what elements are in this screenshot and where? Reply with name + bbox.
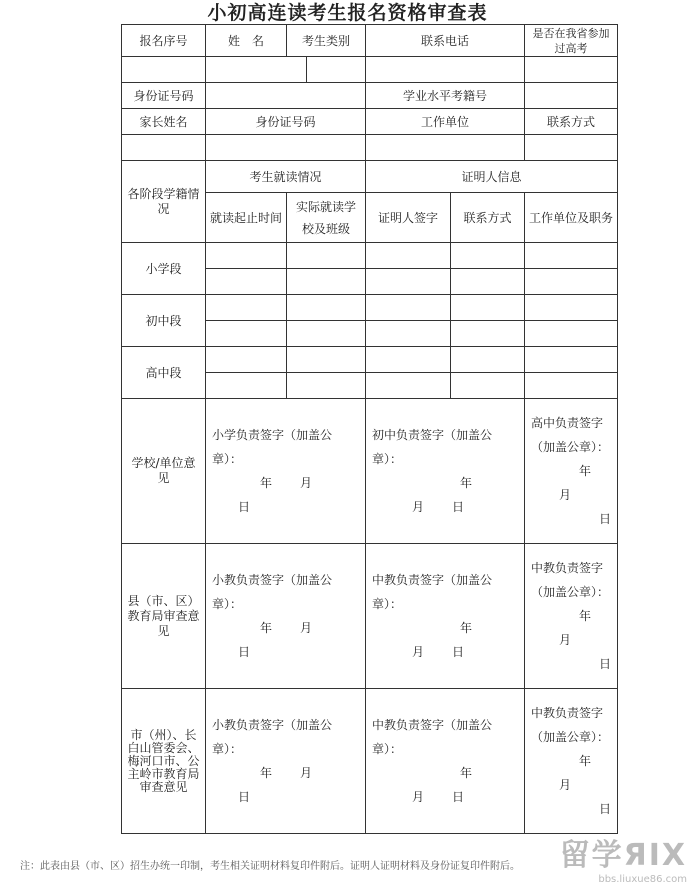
parent-name-label: 家长姓名 xyxy=(122,109,206,135)
sign-text: 中教负责签字（加盖公章）： xyxy=(372,718,493,756)
cell[interactable] xyxy=(287,295,366,321)
sign-text: 小教负责签字（加盖公章）： xyxy=(212,573,333,611)
city-opinion-primary[interactable]: 小教负责签字（加盖公章）： 年 月 日 xyxy=(206,689,366,834)
cell[interactable] xyxy=(525,243,618,269)
county-opinion-primary[interactable]: 小教负责签字（加盖公章）： 年 月 日 xyxy=(206,544,366,689)
form-table xyxy=(121,24,618,834)
county-opinion-middle[interactable]: 中教负责签字（加盖公章）： 年 月 日 xyxy=(366,544,525,689)
cell[interactable] xyxy=(206,269,287,295)
parent-name-field[interactable] xyxy=(122,135,206,161)
sign-text: 高中负责签字（加盖公章）： xyxy=(531,416,610,454)
cell[interactable] xyxy=(206,373,287,399)
contact-field[interactable] xyxy=(525,135,618,161)
sign-text: 小学负责签字（加盖公章）： xyxy=(212,428,333,466)
student-number-field[interactable] xyxy=(525,83,618,109)
serial-header: 报名序号 xyxy=(122,25,206,57)
witness-job-header: 工作单位及职务 xyxy=(525,193,618,243)
stages-label: 各阶段学籍情况 xyxy=(122,161,206,243)
cell[interactable] xyxy=(287,269,366,295)
witness-header: 证明人信息 xyxy=(366,161,618,193)
cell[interactable] xyxy=(366,373,451,399)
exam-before-header: 是否在我省参加过高考 xyxy=(525,25,618,57)
id-number-label: 身份证号码 xyxy=(122,83,206,109)
cell[interactable] xyxy=(366,347,451,373)
id-number-field[interactable] xyxy=(206,83,366,109)
senior-stage-label: 高中段 xyxy=(122,347,206,399)
name-field[interactable] xyxy=(206,57,307,83)
school-opinion-junior[interactable]: 初中负责签字（加盖公章）： 年 月 日 xyxy=(366,399,525,544)
watermark-logo xyxy=(537,830,687,885)
name-header: 姓 名 xyxy=(206,25,287,57)
cell[interactable] xyxy=(451,295,525,321)
cell[interactable] xyxy=(287,373,366,399)
cell[interactable] xyxy=(525,347,618,373)
work-unit-label: 工作单位 xyxy=(366,109,525,135)
student-number-label: 学业水平考籍号 xyxy=(366,83,525,109)
sign-text: 中教负责签字（加盖公章）： xyxy=(531,706,610,744)
cell[interactable] xyxy=(525,295,618,321)
study-header: 考生就读情况 xyxy=(206,161,366,193)
sign-text: 中教负责签字（加盖公章）： xyxy=(531,561,610,599)
witness-sign-header: 证明人签字 xyxy=(366,193,451,243)
serial-field[interactable] xyxy=(122,57,206,83)
city-opinion-middle[interactable]: 中教负责签字（加盖公章）： 年 月 日 xyxy=(366,689,525,834)
category-header: 考生类别 xyxy=(287,25,366,57)
city-opinion-senior[interactable]: 中教负责签字（加盖公章）： 年月 日 xyxy=(525,689,618,834)
cell[interactable] xyxy=(366,243,451,269)
cell[interactable] xyxy=(206,321,287,347)
school-opinion-label: 学校/单位意见 xyxy=(122,399,206,544)
cell[interactable] xyxy=(525,321,618,347)
school-opinion-senior[interactable]: 高中负责签字（加盖公章）： 年月 日 xyxy=(525,399,618,544)
phone-field[interactable] xyxy=(366,57,525,83)
county-opinion-label: 县（市、区）教育局审查意见 xyxy=(122,544,206,689)
primary-stage-label: 小学段 xyxy=(122,243,206,295)
cell[interactable] xyxy=(287,347,366,373)
witness-contact-header: 联系方式 xyxy=(451,193,525,243)
cell[interactable] xyxy=(366,269,451,295)
cell[interactable] xyxy=(451,243,525,269)
cell[interactable] xyxy=(451,373,525,399)
sign-text: 小教负责签字（加盖公章）： xyxy=(212,718,333,756)
cell[interactable] xyxy=(206,347,287,373)
watermark-url: bbs.liuxue86.com xyxy=(598,874,687,885)
cell[interactable] xyxy=(451,347,525,373)
phone-header: 联系电话 xyxy=(366,25,525,57)
parent-id-field[interactable] xyxy=(206,135,366,161)
category-field[interactable] xyxy=(307,57,366,83)
school-opinion-primary[interactable]: 小学负责签字（加盖公章）： 年 月 日 xyxy=(206,399,366,544)
cell[interactable] xyxy=(451,269,525,295)
junior-stage-label: 初中段 xyxy=(122,295,206,347)
sign-text: 中教负责签字（加盖公章）： xyxy=(372,573,493,611)
cell[interactable] xyxy=(525,269,618,295)
county-opinion-senior[interactable]: 中教负责签字（加盖公章）： 年月 日 xyxy=(525,544,618,689)
parent-id-label: 身份证号码 xyxy=(206,109,366,135)
cell[interactable] xyxy=(206,295,287,321)
sign-text: 初中负责签字（加盖公章）： xyxy=(372,428,493,466)
footnote: 注：此表由县（市、区）招生办统一印制，考生相关证明材料复印件附后。证明人证明材料及身份证复印件附后。 xyxy=(20,861,520,872)
cell[interactable] xyxy=(366,295,451,321)
cell[interactable] xyxy=(366,321,451,347)
cell[interactable] xyxy=(287,243,366,269)
cell[interactable] xyxy=(451,321,525,347)
period-header: 就读起止时间 xyxy=(206,193,287,243)
exam-before-field[interactable] xyxy=(525,57,618,83)
contact-label: 联系方式 xyxy=(525,109,618,135)
work-unit-field[interactable] xyxy=(366,135,525,161)
page-title: 小初高连读考生报名资格审查表 xyxy=(207,2,488,24)
cell[interactable] xyxy=(206,243,287,269)
city-opinion-label: 市（州）、长白山管委会、梅河口市、公主岭市教育局审查意见 xyxy=(122,689,206,834)
cell[interactable] xyxy=(287,321,366,347)
cell[interactable] xyxy=(525,373,618,399)
school-class-header: 实际就读学校及班级 xyxy=(287,193,366,243)
watermark-text: 留学ЯIX xyxy=(559,838,687,873)
